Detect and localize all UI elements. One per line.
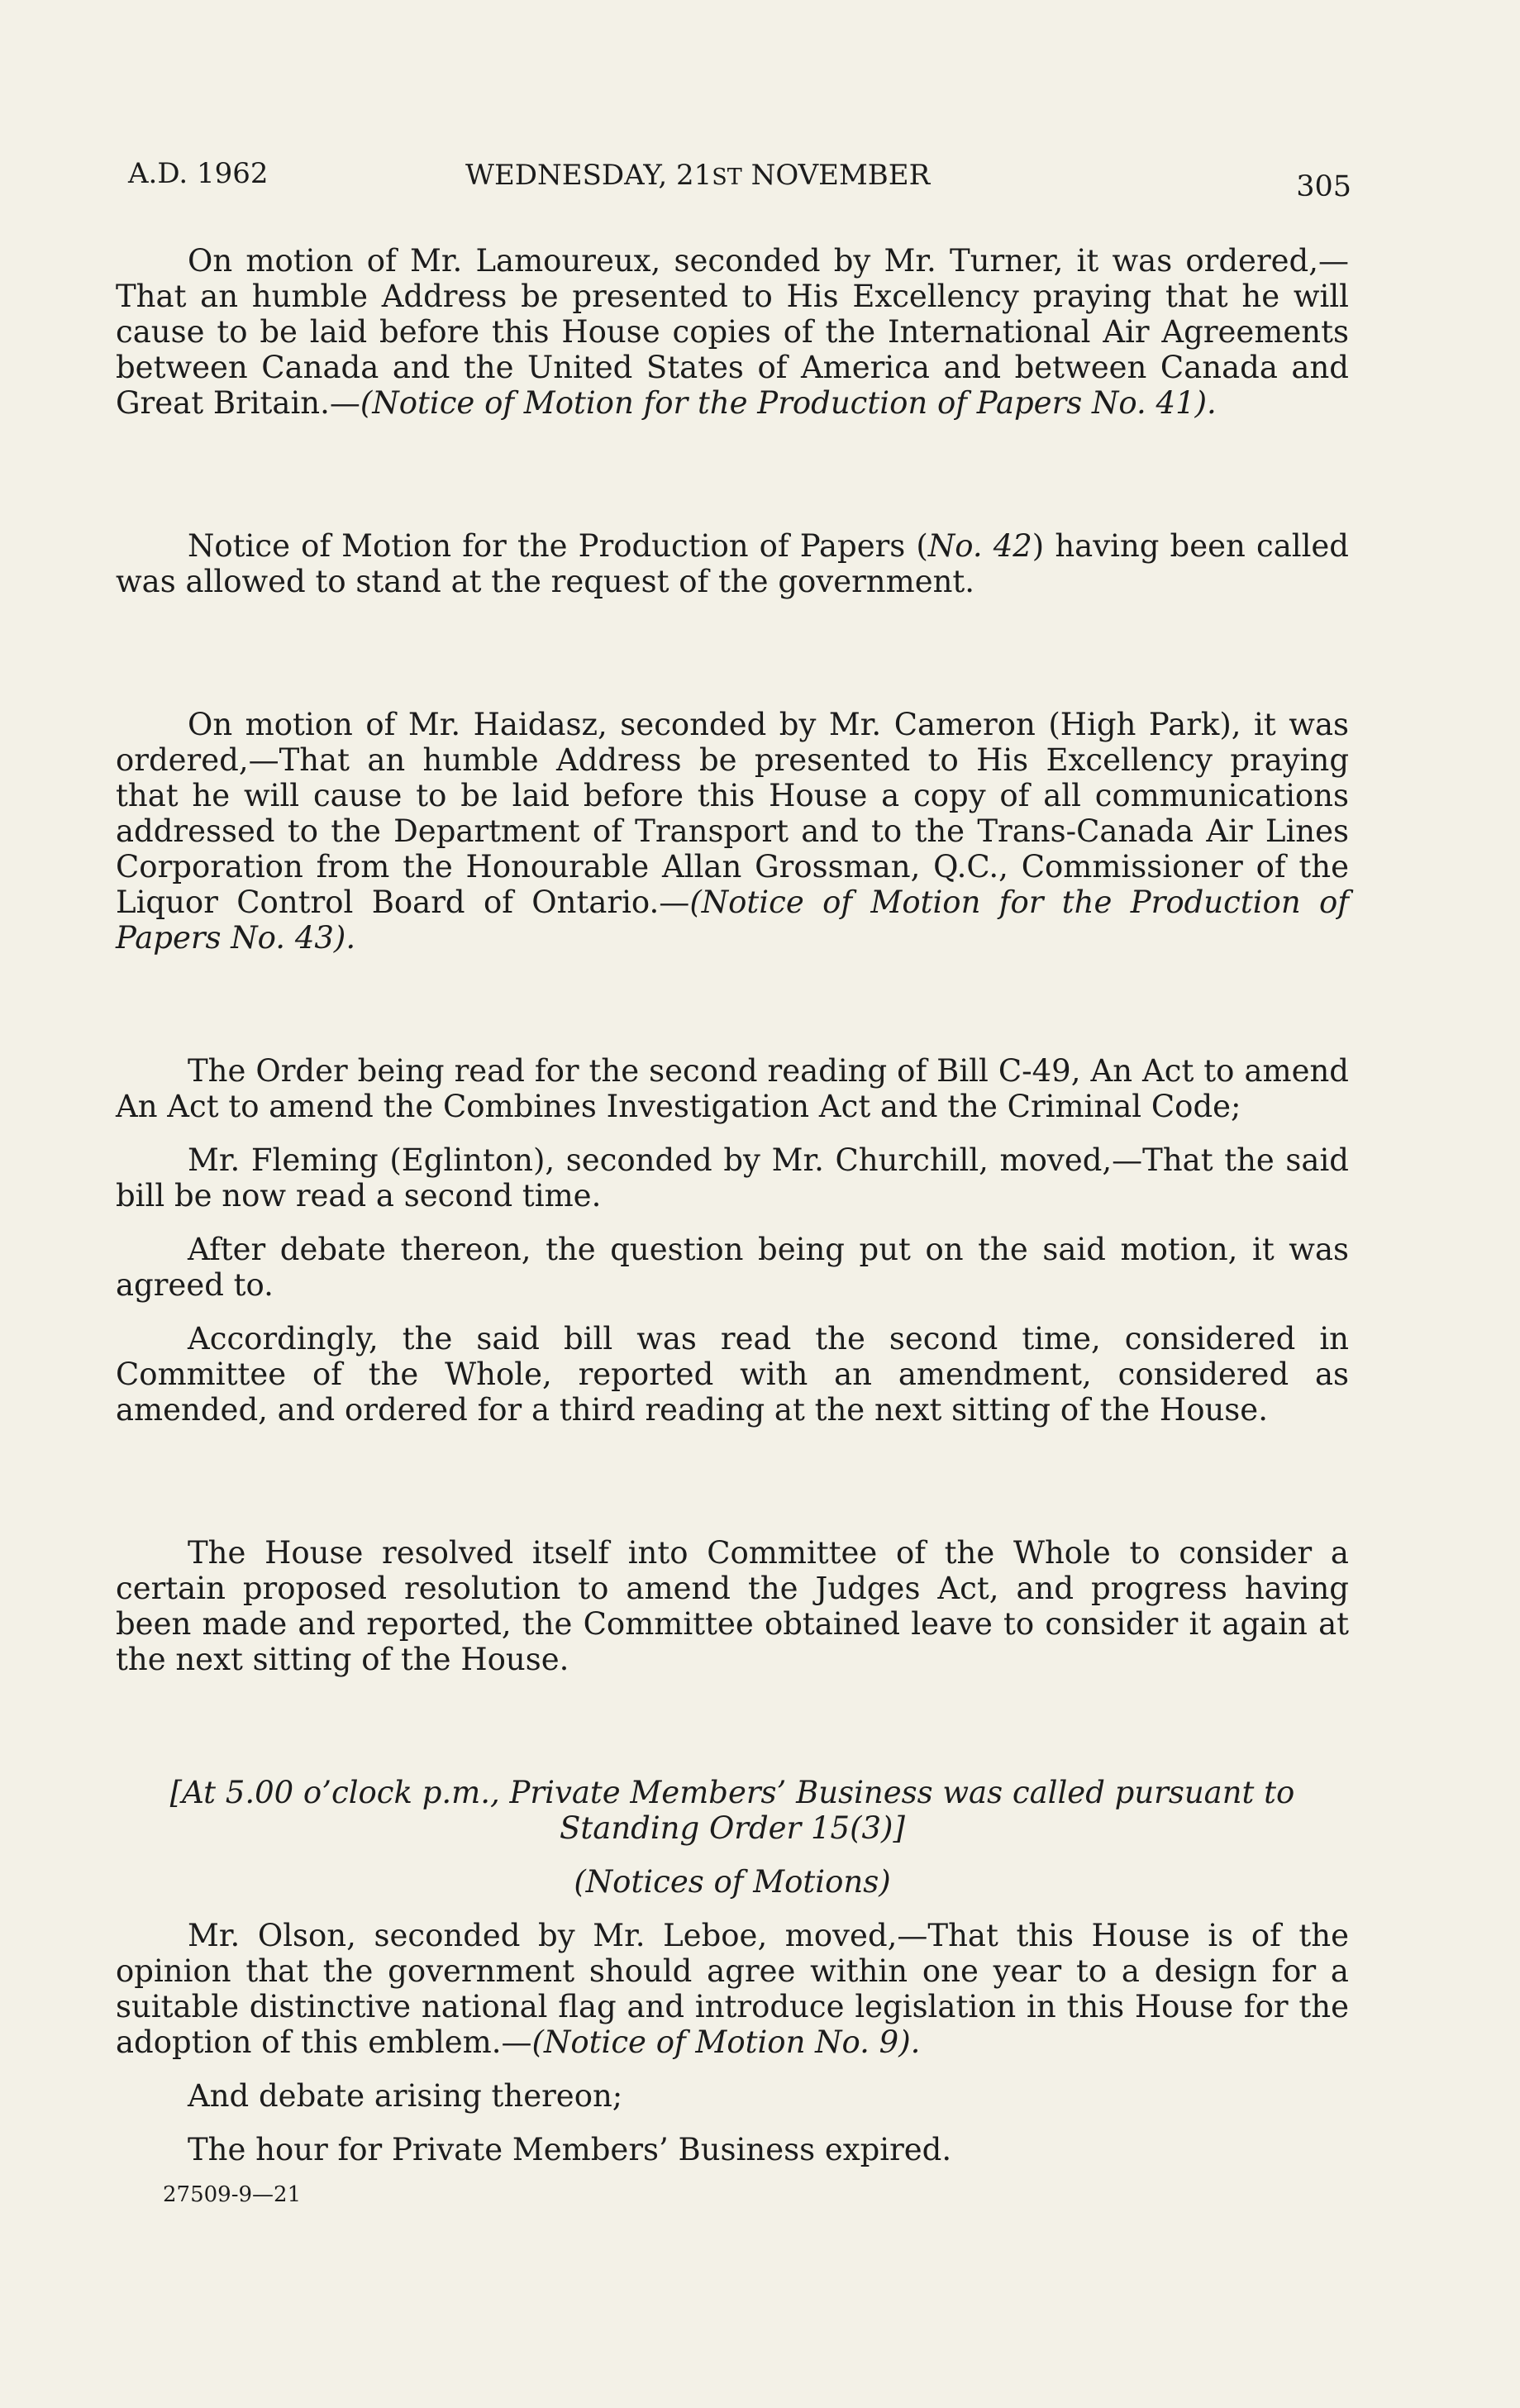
paragraph-text: Notice of Motion for the Production of Papers ( (188, 528, 928, 564)
paragraph-fleming-motion: Mr. Fleming (Eglinton), seconded by Mr. Churchill, moved,—That the said bill be now read a second time. (116, 1142, 1349, 1214)
section-spacer (116, 617, 1349, 707)
section-spacer (116, 439, 1349, 528)
paragraph-text: ) having been called was allowed to stand at the request of the government. (116, 528, 1349, 599)
section-spacer (116, 974, 1349, 1053)
paragraph-debate-arising: And debate arising thereon; (188, 2078, 623, 2114)
section-spacer (116, 1446, 1349, 1535)
paragraph-bill-c49-order: The Order being read for the second reading of Bill C-49, An Act to amend An Act to amend the Combines Investigation Act and the Criminal Code; (116, 1053, 1349, 1124)
paragraph-committee-judges-act: The House resolved itself into Committee of the Whole to consider a certain proposed resolution to amend the Judges Act, and progress having been made and reported, the Committee obtained leave to consider it again at the next sitting of the House. (116, 1535, 1349, 1677)
section-spacer (116, 1695, 1349, 1775)
notices-of-motions-heading: (Notices of Motions) (574, 1864, 891, 1900)
header-date (465, 159, 930, 192)
paragraph-haidasz-motion (116, 707, 1349, 956)
notice-reference: (Notice of Motion for the Production of Papers No. 41). (360, 385, 1217, 421)
paragraph-lamoureux-motion (116, 243, 1349, 421)
paragraph-bill-read-second-time: Accordingly, the said bill was read the second time, considered in Committee of the Whole, reported with an amendment, considered as amended, and ordered for a third reading at the next sitting of the House. (116, 1321, 1349, 1428)
paragraph-hour-expired: The hour for Private Members’ Business expired. (188, 2132, 952, 2167)
paragraph-text: On motion of Mr. Lamoureux, seconded by Mr. Turner, it was ordered,—That an humble Address be presented to His Excellency praying that he will cause to be laid before this House copies of the International Air Agreements between Canada and the United States of America and between Canada and Great Britain.— (116, 243, 1349, 421)
printer-code: 27509-9—21 (163, 2182, 302, 2207)
paragraph-text: Mr. Olson, seconded by Mr. Leboe, moved,—That this House is of the opinion that the government should agree within one year to a design for a suitable distinctive national flag and introduce legislation in this House for the adoption of this emblem.— (116, 1918, 1349, 2060)
header-day-suffix: ST (712, 165, 742, 190)
notice-number: No. 42 (927, 528, 1032, 564)
paragraph-debate-agreed: After debate thereon, the question being put on the said motion, it was agreed to. (116, 1232, 1349, 1303)
notice-reference: (Notice of Motion for the Production of Papers No. 43). (116, 885, 1349, 956)
notice-reference: (Notice of Motion No. 9). (531, 2024, 921, 2060)
page-number: 305 (1296, 170, 1351, 203)
header-year: A.D. 1962 (128, 157, 269, 190)
paragraph-notice-stand (116, 528, 1349, 599)
header-month: NOVEMBER (741, 159, 931, 192)
paragraph-olson-flag-motion (116, 1918, 1349, 2060)
paragraph-text: On motion of Mr. Haidasz, seconded by Mr. Cameron (High Park), it was ordered,—That an humble Address be presented to His Excellency praying that he will cause to be laid before this House a copy of all communications addressed to the Department of Transport and to the Trans-Canada Air Lines Corporation from the Honourable Allan Grossman, Q.C., Commissioner of the Liquor Control Board of Ontario.— (116, 707, 1349, 920)
header-day: WEDNESDAY, 21 (465, 159, 712, 192)
page-header (128, 154, 1351, 203)
private-members-business-note: [At 5.00 o’clock p.m., Private Members’ Business was called pursuant to Standing Order 15(3)] (169, 1775, 1295, 1846)
page-body (116, 243, 1349, 2207)
